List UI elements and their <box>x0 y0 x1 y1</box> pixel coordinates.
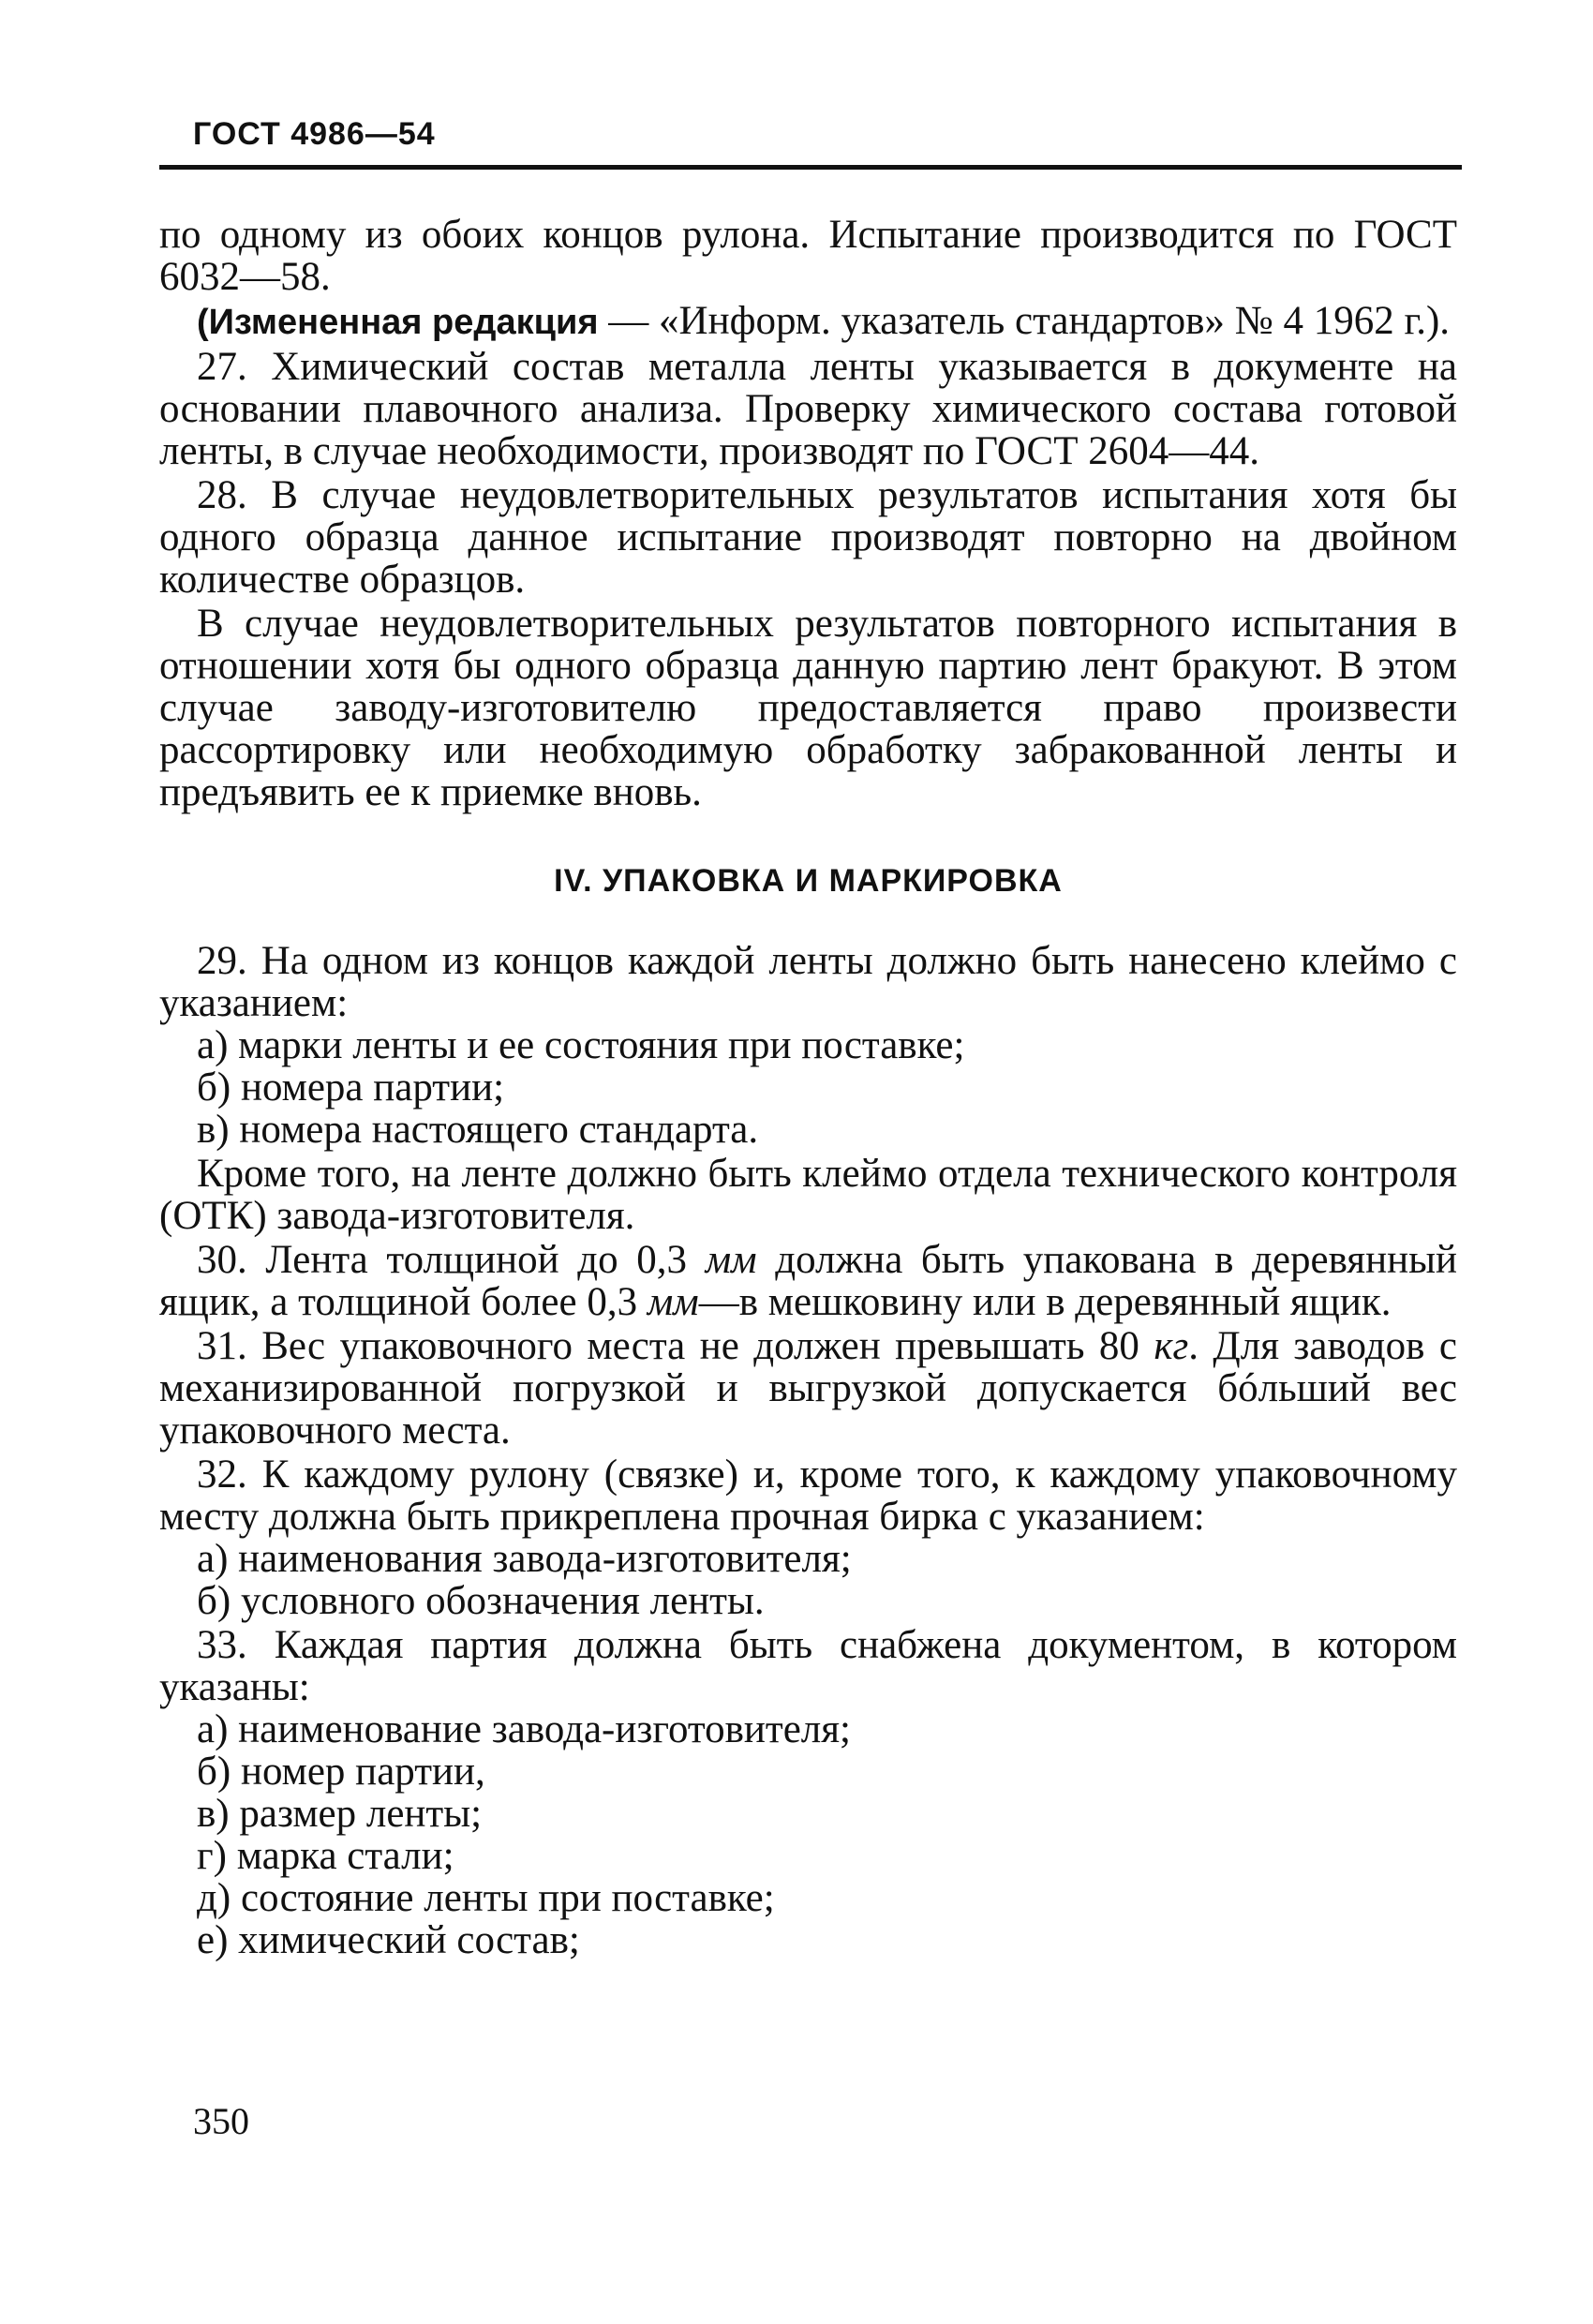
list-item: а) наименование завода-изготовителя; <box>197 1707 851 1751</box>
clause-31-pre: 31. Вес упаковочного места не должен превышать 80 <box>197 1324 1154 1368</box>
clause-29: 29. На одном из концов каждой ленты должно быть нанесено клеймо с указанием: <box>159 939 1457 1025</box>
clause-32: 32. К каждому рулону (связке) и, кроме того, к каждому упаковочному месту должна быть прикреплена прочная бирка с указанием: <box>159 1452 1457 1539</box>
list-item: д) состояние ленты при поставке; <box>197 1876 775 1920</box>
amendment-note-bold: (Измененная редакция <box>197 303 599 342</box>
clause-30-mid: должна быть упакована в деревянный ящик, а толщиной более 0,3 <box>159 1238 1458 1324</box>
clause-31 <box>159 1325 1457 1452</box>
page-number: 350 <box>193 2100 249 2142</box>
clause-29-extra: Кроме того, на ленте должно быть клеймо отдела технического контроля (ОТК) завода-изготовителя. <box>159 1152 1457 1238</box>
list-item: б) номер партии, <box>197 1750 485 1794</box>
clause-27: 27. Химический состав металла ленты указывается в документе на основании плавочного анализа. Проверку химического состава готовой ленты, в случае необходимости, производят по ГОСТ 2604—44. <box>159 345 1457 473</box>
clause-30-post: —в мешковину или в деревянный ящик. <box>698 1280 1392 1324</box>
clause-30-pre: 30. Лента толщиной до 0,3 <box>197 1238 706 1282</box>
paragraph-continuation: по одному из обоих концов рулона. Испытание производится по ГОСТ 6032—58. <box>159 213 1457 299</box>
list-item: в) размер ленты; <box>197 1792 483 1836</box>
list-item: г) марка стали; <box>197 1834 454 1878</box>
amendment-note <box>159 300 1457 344</box>
list-item: в) номера настоящего стандарта. <box>197 1108 759 1152</box>
unit-mm: мм <box>647 1280 699 1324</box>
list-item: б) условного обозначения ленты. <box>197 1579 765 1623</box>
document-body <box>159 214 1457 1961</box>
clause-30 <box>159 1239 1457 1323</box>
header-rule <box>159 165 1462 170</box>
list-item: а) наименования завода-изготовителя; <box>197 1537 852 1581</box>
section-title: IV. УПАКОВКА И МАРКИРОВКА <box>554 863 1063 899</box>
list-item: а) марки ленты и ее состояния при поставке; <box>197 1023 965 1067</box>
clause-28-continued: В случае неудовлетворительных результатов повторного испытания в отношении хотя бы одного образца данную партию лент бракуют. В этом случае заводу-изготовителю предоставляется право произвести рассортировку или необходимую обработку забракованной ленты и предъявить ее к приемке вновь. <box>159 602 1457 814</box>
clause-33: 33. Каждая партия должна быть снабжена документом, в котором указаны: <box>159 1623 1457 1709</box>
unit-mm: мм <box>705 1238 757 1282</box>
running-header: ГОСТ 4986—54 <box>193 116 436 152</box>
clause-31-post: . Для заводов с механизированной погрузкой и выгрузкой допускается бóльший вес упаковочного места. <box>159 1324 1457 1452</box>
clause-28: 28. В случае неудовлетворительных результатов испытания хотя бы одного образца данное испытание производят повторно на двойном количестве образцов. <box>159 473 1457 602</box>
list-item: е) химический состав; <box>197 1918 580 1962</box>
list-item: б) номера партии; <box>197 1065 505 1110</box>
unit-kg: кг <box>1154 1324 1189 1368</box>
amendment-note-rest: — «Информ. указатель стандартов» № 4 1962 г.). <box>598 299 1451 343</box>
